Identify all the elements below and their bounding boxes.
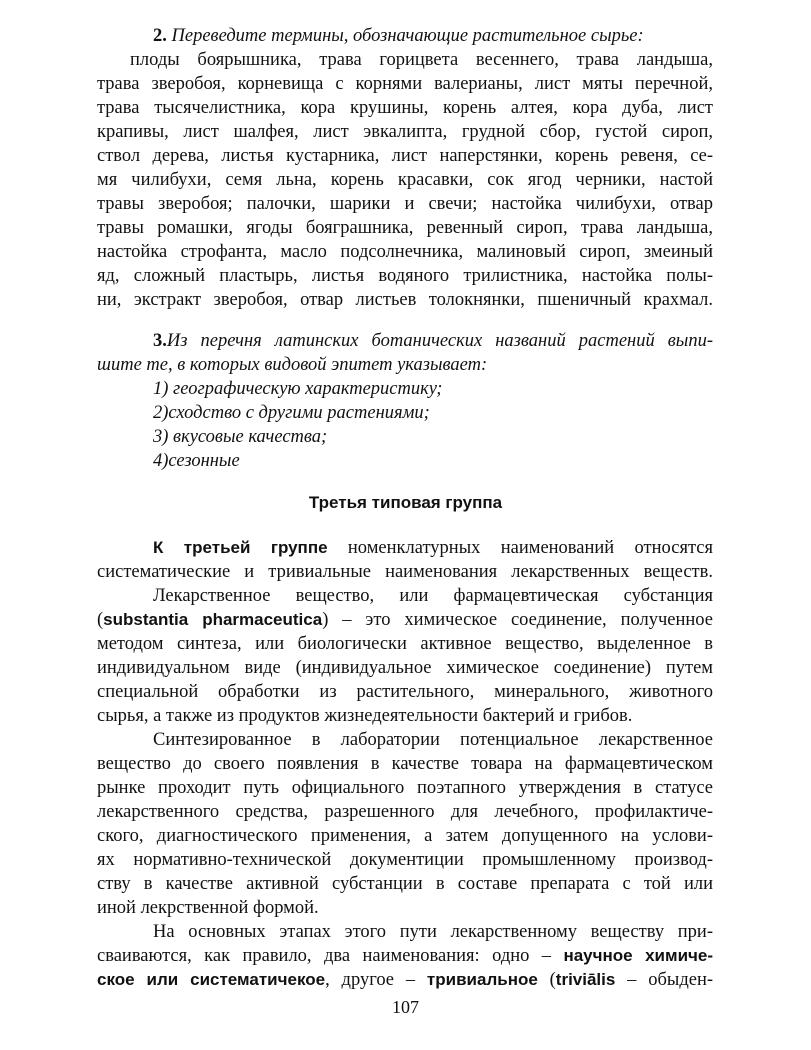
p4-line3-mid2: ( bbox=[537, 970, 556, 990]
p4-latin-term: triviālis bbox=[555, 970, 616, 989]
task3-title bbox=[153, 330, 713, 352]
p4-line3 bbox=[97, 969, 713, 991]
p1-line1 bbox=[153, 537, 713, 559]
task2-line: трава тысячелистника, кора крушины, корень алтея, кора дуба, лист bbox=[97, 98, 713, 118]
p3-line: ского, диагностического применения, а затем допущенного на услови- bbox=[97, 826, 713, 846]
task2-line: крапивы, лист шалфея, лист эвкалипта, грудной сбор, густой сироп, bbox=[97, 122, 713, 142]
page-number: 107 bbox=[392, 997, 419, 1017]
p2-line2 bbox=[97, 609, 713, 631]
p3-line: ях нормативно-технической документиции промышленному производ- bbox=[97, 850, 713, 870]
p2-paren: ( bbox=[97, 610, 104, 630]
task3-title-line2: шите те, в которых видовой эпитет указывает: bbox=[97, 355, 488, 375]
p2-line: специальной обработки из растительного, минерального, животного bbox=[97, 682, 713, 702]
task3-item: 3) вкусовые качества; bbox=[153, 427, 328, 447]
p2-line: индивидуальном виде (индивидуальное химическое соединение) путем bbox=[97, 658, 713, 678]
p2-line: сырья, а также из продуктов жизнедеятельности бактерий и грибов. bbox=[97, 706, 633, 726]
p4-line2 bbox=[97, 945, 713, 967]
p3-line: вещество до своего появления в качестве товара на фармацевтическом bbox=[97, 754, 713, 774]
p3-line: рынке проходит путь официального поэтапного утверждения в статусе bbox=[97, 778, 713, 798]
p2-line2-rest: ) – это химическое соединение, полученное bbox=[322, 610, 713, 630]
p3-line: иной лекрственной формой. bbox=[97, 898, 319, 918]
p4-line2-bold: научное химиче- bbox=[563, 946, 714, 965]
p3-line: Синтезированное в лаборатории потенциальное лекарственное bbox=[153, 730, 713, 750]
p4-line3-end: – обыден- bbox=[615, 970, 714, 990]
p2-line: методом синтеза, или биологически активное вещество, выделенное в bbox=[97, 634, 713, 654]
p3-line: лекарственного средства, разрешенного для лечебного, профилактиче- bbox=[97, 802, 713, 822]
section-heading: Третья типовая группа bbox=[308, 493, 503, 512]
task2-title bbox=[153, 25, 644, 47]
p2-line1: Лекарственное вещество, или фармацевтическая субстанция bbox=[153, 586, 713, 606]
p1-line2: систематические и тривиальные наименования лекарственных веществ. bbox=[97, 562, 713, 582]
task2-line: плоды боярышника, трава горицвета весеннего, трава ландыша, bbox=[130, 50, 713, 70]
task2-number: 2. bbox=[153, 26, 167, 46]
p2-latin-term: substantia pharmaceutica bbox=[103, 610, 323, 629]
p1-bold-start: К третьей группе bbox=[153, 538, 328, 557]
task2-line: яд, сложный пластырь, листья водяного трилистника, настойка полы- bbox=[97, 266, 713, 286]
task2-line: ни, экстракт зверобоя, отвар листьев толокнянки, пшеничный крахмал. bbox=[97, 290, 713, 310]
p4-line2-start: сваиваются, как правило, два наименования: одно – bbox=[97, 946, 564, 966]
task2-line: мя чилибухи, семя льна, корень красавки, сок ягод черники, настой bbox=[97, 170, 713, 190]
task2-title-text: Переведите термины, обозначающие растительное сырье: bbox=[166, 26, 644, 46]
p4-line3-mid: , другое – bbox=[325, 970, 427, 990]
p4-bold-term-2: тривиальное bbox=[426, 970, 538, 989]
task2-line: трава зверобоя, корневища с корнями валерианы, лист мяты перечной, bbox=[97, 74, 713, 94]
p3-line: ству в качестве активной субстанции в составе препарата с той или bbox=[97, 874, 713, 894]
task3-item: 2)сходство с другими растениями; bbox=[153, 403, 430, 423]
p4-line1: На основных этапах этого пути лекарственному веществу при- bbox=[153, 922, 713, 942]
task3-item: 4)сезонные bbox=[153, 451, 240, 471]
task2-line: травы зверобоя; палочки, шарики и свечи; настойка чилибухи, отвар bbox=[97, 194, 713, 214]
task2-line: травы ромашки, ягоды бояграшника, ревенный сироп, трава ландыша, bbox=[97, 218, 713, 238]
task3-number: 3. bbox=[153, 331, 167, 351]
task2-line: настойка строфанта, масло подсолнечника, малиновый сироп, змеиный bbox=[97, 242, 713, 262]
task3-item: 1) географическую характеристику; bbox=[153, 379, 443, 399]
p1-line1-rest: номенклатурных наименований относятся bbox=[327, 538, 713, 558]
p4-bold-term-1: ское или систематичекое bbox=[97, 970, 326, 989]
task3-title-line1: Из перечня латинских ботанических названий растений выпи- bbox=[166, 331, 713, 351]
task2-line: ствол дерева, листья кустарника, лист наперстянки, корень ревеня, се- bbox=[97, 146, 713, 166]
